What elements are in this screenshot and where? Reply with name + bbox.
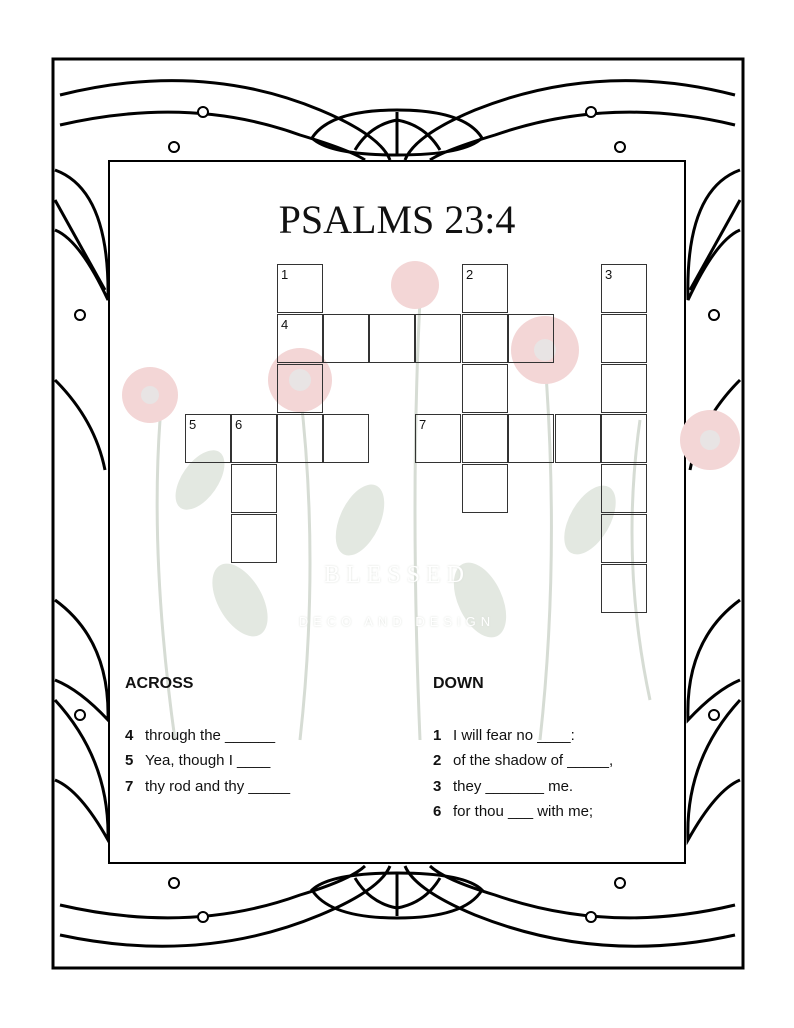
down-clue-1: 1 I will fear no ____: [433, 727, 575, 744]
across-clue-5: 5 Yea, though I ____ [125, 752, 271, 769]
down-heading: DOWN [433, 675, 484, 692]
watermark-title: BLESSED [323, 562, 470, 588]
watermark-subtitle: DECO AND DESIGN [298, 614, 496, 629]
cell-number: 4 [281, 317, 289, 332]
cell-number: 3 [605, 267, 613, 282]
page-title: PSALMS 23:4 [278, 197, 516, 242]
across-clue-4: 4 through the ______ [125, 727, 276, 744]
down-clue-6: 6 for thou ___ with me; [433, 803, 594, 820]
down-clue-2: 2 of the shadow of _____, [433, 752, 614, 769]
cell-number: 5 [189, 417, 197, 432]
cell-number: 7 [419, 417, 427, 432]
across-heading: ACROSS [125, 675, 194, 692]
cell-number: 2 [466, 267, 474, 282]
cell-number: 6 [235, 417, 243, 432]
cell-number: 1 [281, 267, 289, 282]
down-clue-3: 3 they _______ me. [433, 778, 574, 795]
across-clue-7: 7 thy rod and thy _____ [125, 778, 291, 795]
